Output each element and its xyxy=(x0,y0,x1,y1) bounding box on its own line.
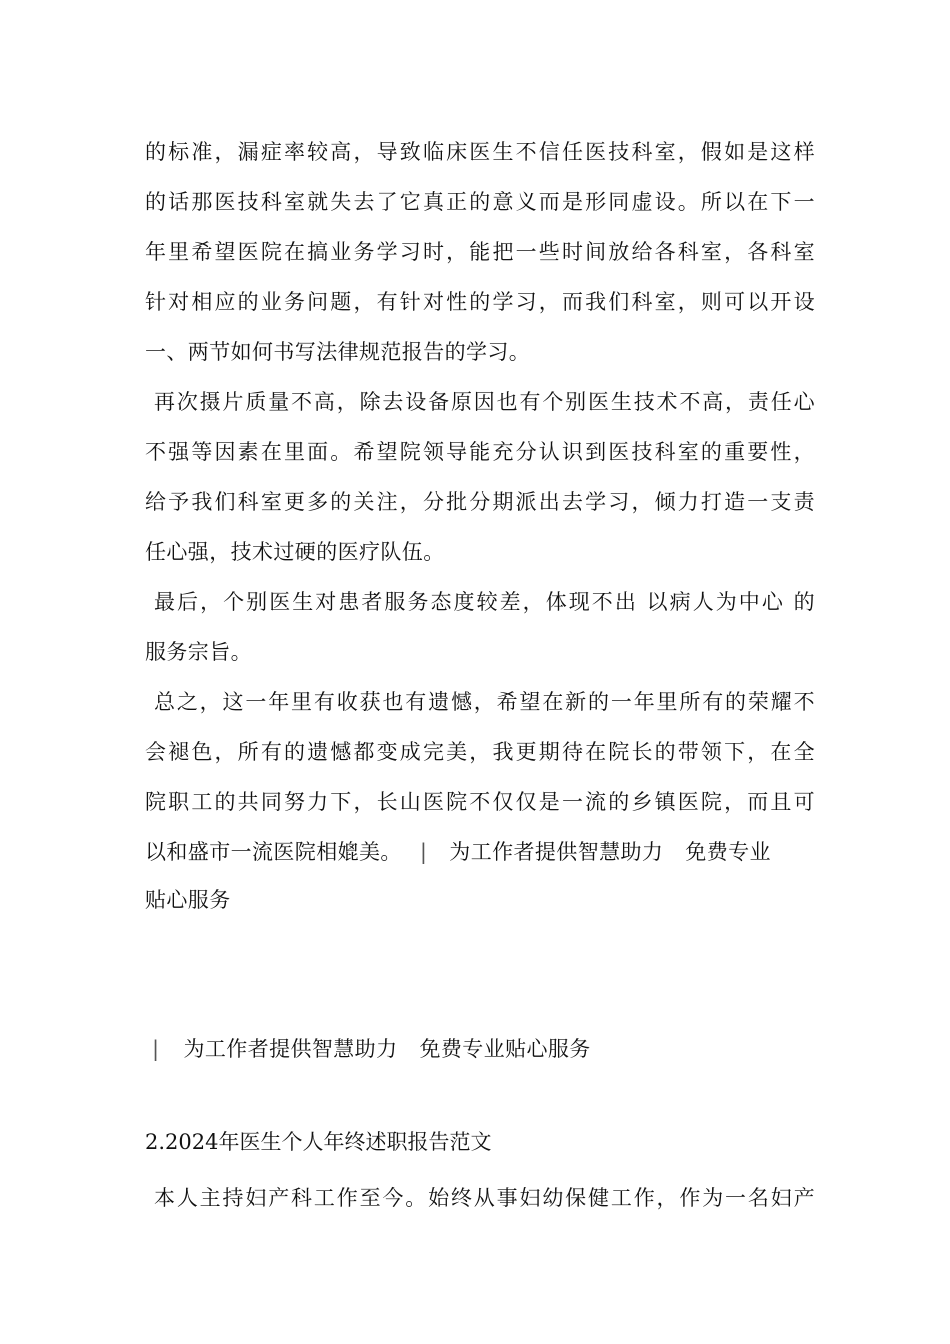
slogan-text: 为工作者提供智慧助力 xyxy=(449,840,664,864)
paragraph-line: 年里希望医院在搞业务学习时，能把一些时间放给各科室，各科室 xyxy=(145,240,815,264)
paragraph-line: 贴心服务 xyxy=(145,888,231,912)
footer-slogan xyxy=(152,1033,822,1065)
paragraph-line: 会褪色，所有的遗憾都变成完美，我更期待在院长的带领下，在全 xyxy=(145,740,815,764)
paragraph-line: 一、两节如何书写法律规范报告的学习。 xyxy=(145,340,531,364)
paragraph-line: 服务宗旨。 xyxy=(145,640,252,664)
paragraph-line-with-slogan xyxy=(145,836,815,868)
paragraph-line: 的话那医技科室就失去了它真正的意义而是形同虚设。所以在下一 xyxy=(145,190,815,214)
separator-mark: | xyxy=(419,840,428,864)
paragraph-line: 不强等因素在里面。希望院领导能充分认识到医技科室的重要性， xyxy=(145,440,815,464)
slogan-text: 免费专业 xyxy=(685,840,771,864)
paragraph-line: 再次摄片质量不高，除去设备原因也有个别医生技术不高，责任心 xyxy=(154,390,815,414)
paragraph-line: 针对相应的业务问题，有针对性的学习，而我们科室，则可以开设 xyxy=(145,290,815,314)
paragraph-line: 给予我们科室更多的关注，分批分期派出去学习，倾力打造一支责 xyxy=(145,490,815,514)
slogan-text: 为工作者提供智慧助力 xyxy=(183,1037,398,1061)
paragraph-line: 的标准，漏症率较高，导致临床医生不信任医技科室，假如是这样 xyxy=(145,140,815,164)
paragraph-line: 任心强，技术过硬的医疗队伍。 xyxy=(145,540,445,564)
separator-mark: | xyxy=(152,1037,160,1061)
slogan-text: 免费专业贴心服务 xyxy=(419,1037,591,1061)
paragraph-line: 总之，这一年里有收获也有遗憾，希望在新的一年里所有的荣耀不 xyxy=(154,690,815,714)
section-heading: 2.2024年医生个人年终述职报告范文 xyxy=(145,1130,492,1154)
paragraph-text: 以和盛市一流医院相媲美。 xyxy=(145,840,402,864)
paragraph-line: 院职工的共同努力下，长山医院不仅仅是一流的乡镇医院，而且可 xyxy=(145,790,815,814)
paragraph-line: 本人主持妇产科工作至今。始终从事妇幼保健工作，作为一名妇产 xyxy=(154,1186,815,1210)
paragraph-line: 最后，个别医生对患者服务态度较差，体现不出 以病人为中心 的 xyxy=(154,590,815,614)
